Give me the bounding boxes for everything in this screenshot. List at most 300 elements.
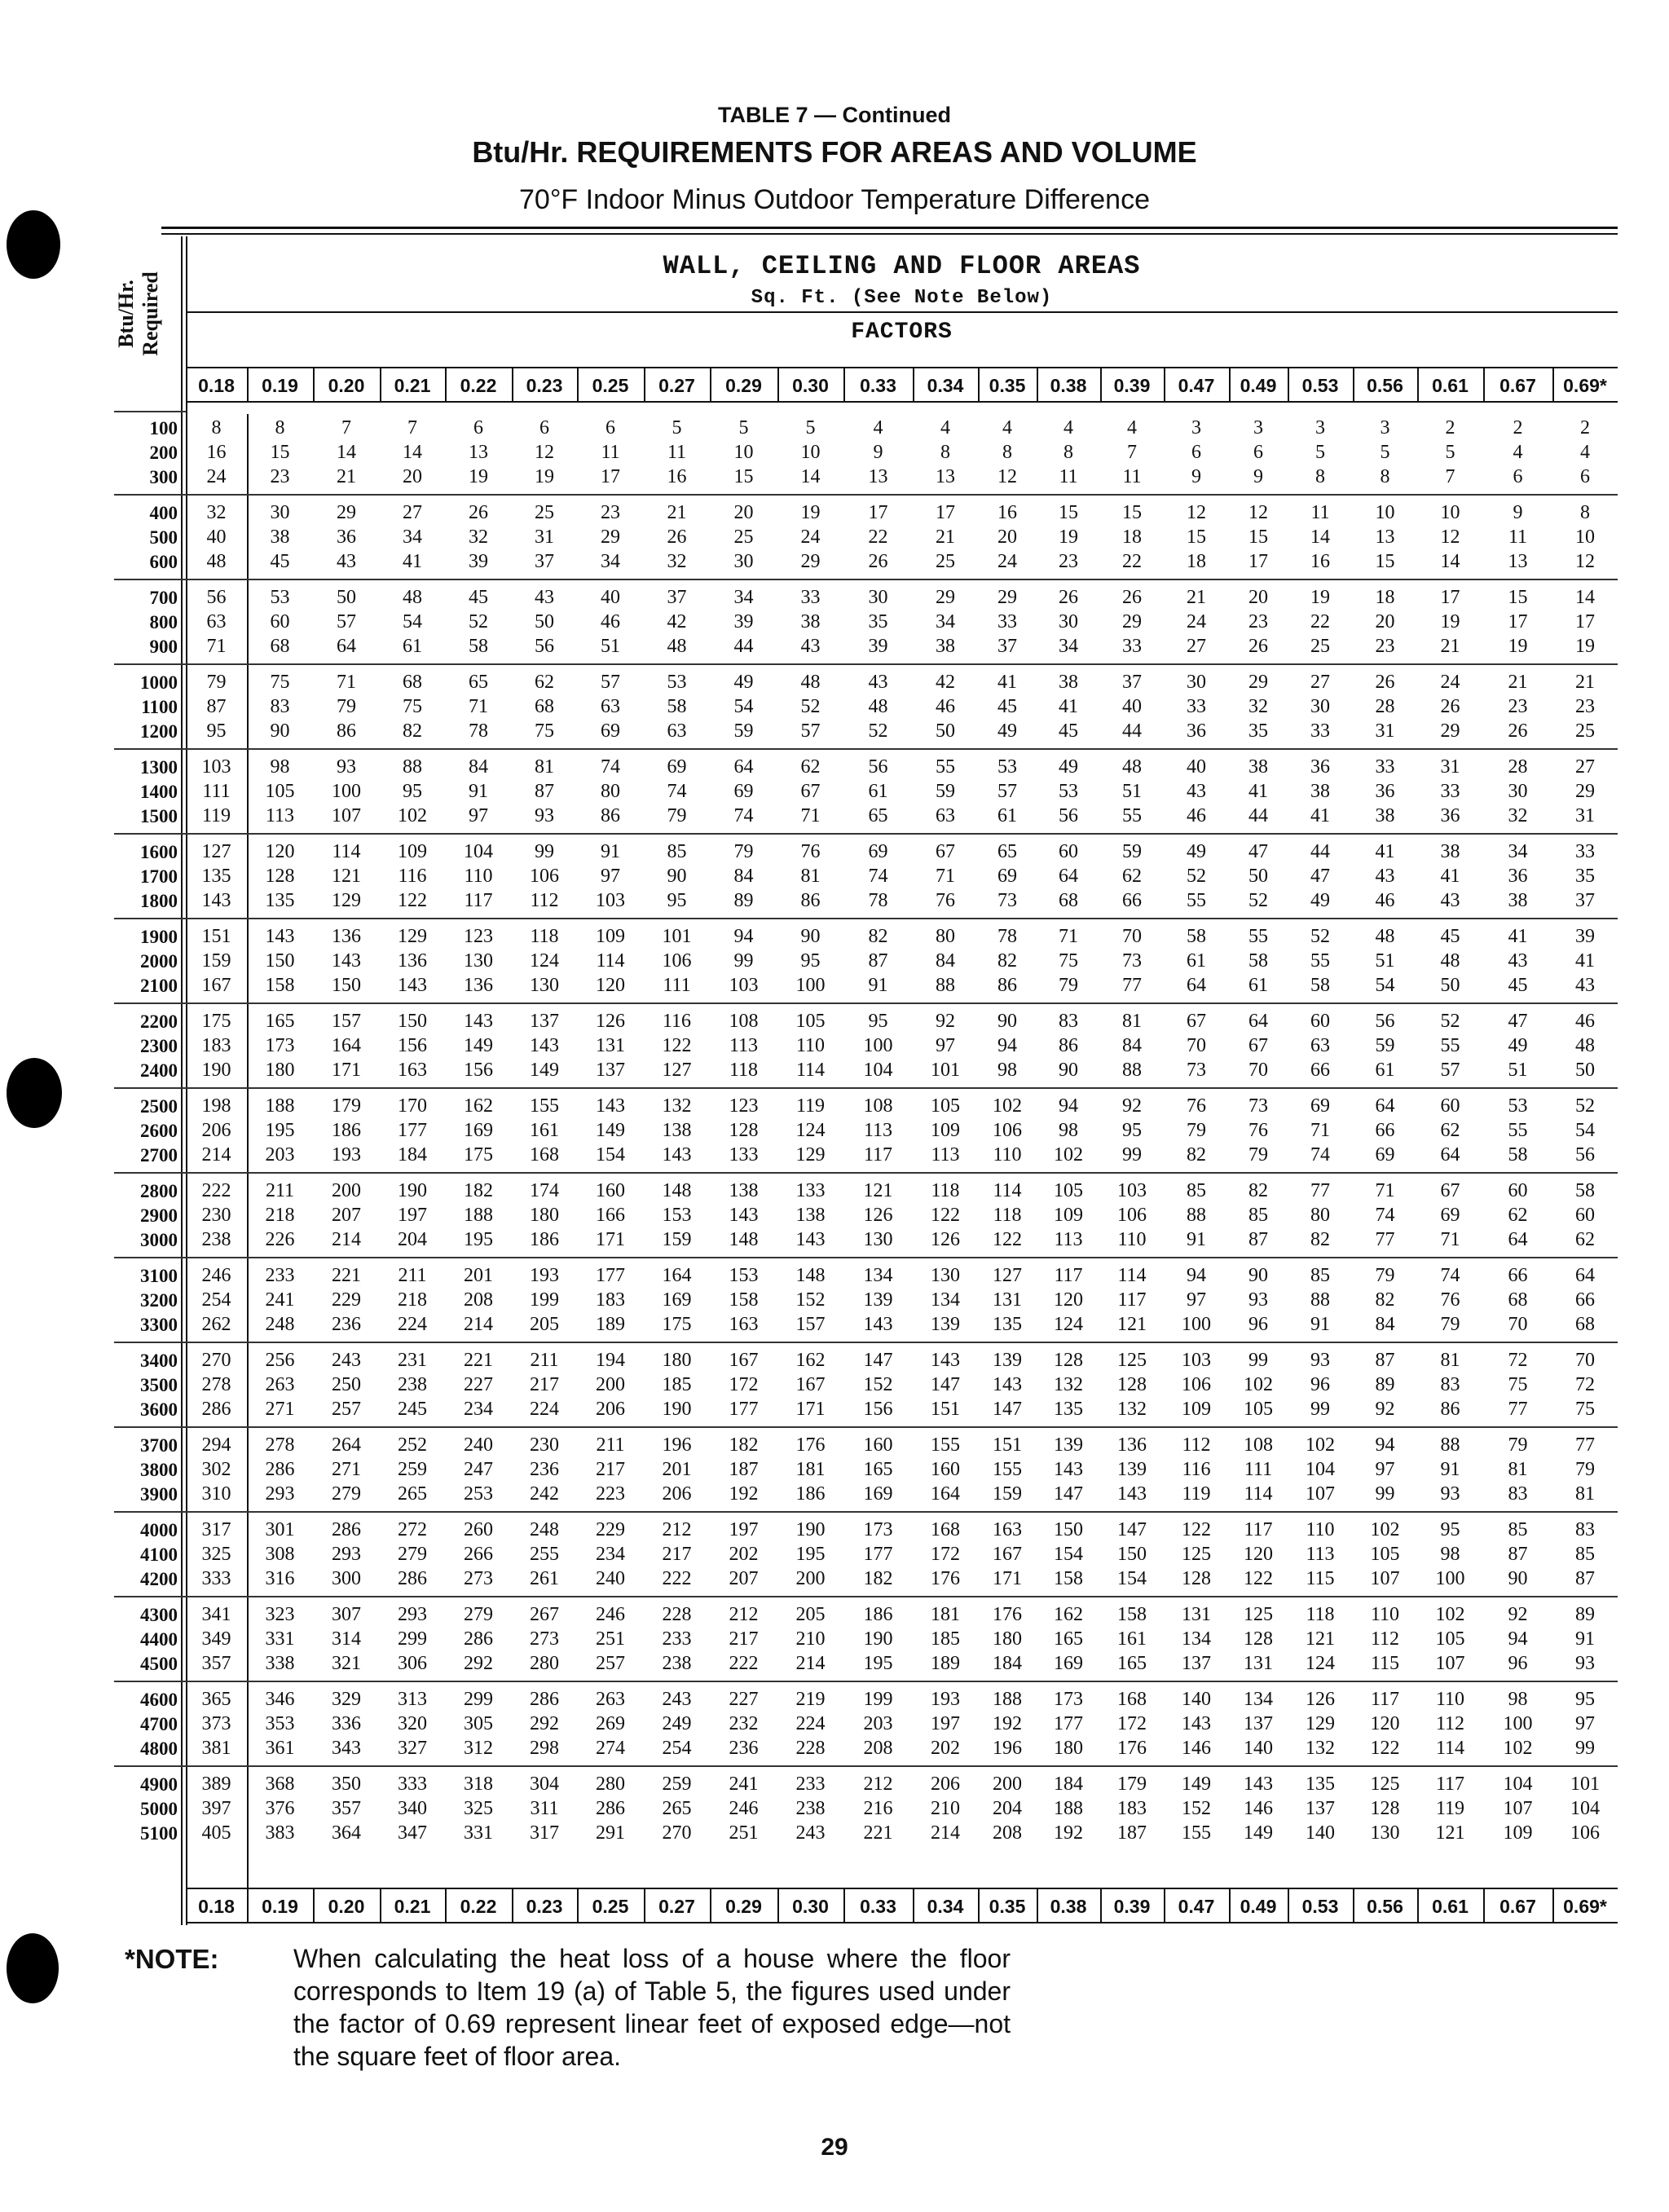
table-cell: 72 xyxy=(1508,1350,1528,1371)
table-cell: 92 xyxy=(1508,1604,1528,1625)
table-cell: 246 xyxy=(729,1798,759,1819)
table-cell: 131 xyxy=(1182,1604,1211,1625)
table-cell: 119 xyxy=(795,1095,826,1117)
table-cell: 64 xyxy=(1375,1095,1395,1117)
table-cell: 96 xyxy=(1310,1374,1330,1395)
table-cell: 52 xyxy=(469,611,488,632)
table-cell: 160 xyxy=(863,1434,893,1456)
top-rule-second xyxy=(161,233,1618,235)
table-cell: 65 xyxy=(469,672,488,693)
table-cell: 82 xyxy=(1187,1144,1206,1165)
table-cell: 147 xyxy=(993,1399,1022,1420)
table-cell: 163 xyxy=(993,1519,1022,1540)
table-cell: 114 xyxy=(1435,1738,1465,1759)
table-cell: 87 xyxy=(1248,1229,1268,1250)
table-cell: 58 xyxy=(667,696,687,717)
table-cell: 125 xyxy=(1117,1350,1147,1371)
table-cell: 37 xyxy=(1122,672,1142,693)
table-cell: 171 xyxy=(332,1060,361,1081)
table-cell: 81 xyxy=(1122,1011,1142,1032)
column-rule-bottom-19 xyxy=(1417,1888,1419,1922)
table-cell: 76 xyxy=(936,890,955,911)
factor-header-5: 0.23 xyxy=(526,375,563,396)
table-cell: 84 xyxy=(469,756,488,778)
table-cell: 58 xyxy=(469,636,488,657)
table-cell: 180 xyxy=(662,1350,692,1371)
table-cell: 376 xyxy=(265,1798,295,1819)
table-cell: 60 xyxy=(1310,1011,1330,1032)
table-cell: 154 xyxy=(1054,1544,1083,1565)
table-cell: 201 xyxy=(662,1459,692,1480)
table-cell: 217 xyxy=(729,1628,759,1650)
factor-header-15: 0.47 xyxy=(1178,375,1215,396)
table-cell: 214 xyxy=(201,1144,231,1165)
table-cell: 79 xyxy=(1187,1120,1206,1141)
column-rule-bottom-13 xyxy=(1037,1888,1038,1922)
table-cell: 71 xyxy=(469,696,488,717)
table-cell: 179 xyxy=(332,1095,361,1117)
table-cell: 270 xyxy=(201,1350,231,1371)
table-cell: 92 xyxy=(936,1011,955,1032)
table-cell: 99 xyxy=(1310,1399,1330,1420)
table-cell: 308 xyxy=(265,1544,295,1565)
table-cell: 21 xyxy=(936,527,955,548)
table-cell: 21 xyxy=(1575,672,1595,693)
table-cell: 69 xyxy=(1310,1095,1330,1117)
table-cell: 12 xyxy=(997,466,1017,487)
table-cell: 14 xyxy=(403,442,422,463)
column-rule-bottom-2 xyxy=(313,1888,315,1922)
table-cell: 159 xyxy=(201,950,231,972)
table-cell: 93 xyxy=(1440,1483,1460,1505)
column-rule-13 xyxy=(1037,367,1038,401)
table-cell: 33 xyxy=(997,611,1017,632)
table-cell: 98 xyxy=(997,1060,1017,1081)
table-cell: 150 xyxy=(398,1011,427,1032)
table-cell: 18 xyxy=(1122,527,1142,548)
table-cell: 26 xyxy=(1122,587,1142,608)
table-cell: 13 xyxy=(868,466,888,487)
section-subheading: Sq. Ft. (See Note Below) xyxy=(751,287,1053,309)
factor-header-21: 0.69* xyxy=(1563,375,1607,396)
table-cell: 14 xyxy=(1310,527,1330,548)
factor-footer-3: 0.21 xyxy=(394,1896,431,1917)
table-cell: 286 xyxy=(265,1459,295,1480)
table-cell: 172 xyxy=(729,1374,759,1395)
table-cell: 91 xyxy=(469,781,488,802)
table-cell: 4 xyxy=(1513,442,1523,463)
table-cell: 62 xyxy=(800,756,821,778)
btu-value: 1900 xyxy=(140,927,178,947)
table-cell: 200 xyxy=(795,1568,826,1589)
table-cell: 251 xyxy=(596,1628,625,1650)
table-cell: 43 xyxy=(1440,890,1460,911)
table-cell: 347 xyxy=(398,1822,427,1844)
table-cell: 19 xyxy=(1310,587,1330,608)
section-heading: WALL, CEILING AND FLOOR AREAS xyxy=(663,251,1141,281)
table-cell: 175 xyxy=(464,1144,493,1165)
table-cell: 17 xyxy=(601,466,620,487)
table-cell: 79 xyxy=(1575,1459,1595,1480)
table-cell: 210 xyxy=(931,1798,960,1819)
table-cell: 52 xyxy=(1187,866,1206,887)
table-cell: 103 xyxy=(201,756,231,778)
table-cell: 73 xyxy=(1248,1095,1268,1117)
table-cell: 5 xyxy=(1380,442,1390,463)
table-cell: 103 xyxy=(596,890,625,911)
table-cell: 321 xyxy=(332,1653,361,1674)
table-cell: 95 xyxy=(403,781,422,802)
table-cell: 234 xyxy=(596,1544,625,1565)
table-cell: 292 xyxy=(464,1653,493,1674)
table-cell: 265 xyxy=(398,1483,427,1505)
table-cell: 190 xyxy=(863,1628,893,1650)
table-cell: 81 xyxy=(535,756,554,778)
table-cell: 44 xyxy=(1122,720,1142,742)
table-cell: 107 xyxy=(1306,1483,1335,1505)
table-cell: 151 xyxy=(201,926,231,947)
table-cell: 229 xyxy=(596,1519,625,1540)
table-cell: 154 xyxy=(1117,1568,1147,1589)
table-cell: 12 xyxy=(1248,502,1268,523)
table-cell: 32 xyxy=(1508,805,1528,826)
table-cell: 5 xyxy=(1315,442,1325,463)
table-cell: 52 xyxy=(868,720,888,742)
table-cell: 221 xyxy=(464,1350,493,1371)
table-cell: 30 xyxy=(1187,672,1206,693)
btu-value: 3200 xyxy=(140,1290,178,1311)
column-rule-bottom-4 xyxy=(445,1888,447,1922)
table-cell: 64 xyxy=(1059,866,1078,887)
note-label: *NOTE: xyxy=(125,1944,219,1974)
table-cell: 3 xyxy=(1253,417,1263,438)
table-cell: 182 xyxy=(464,1180,493,1201)
table-cell: 164 xyxy=(332,1035,361,1056)
table-cell: 57 xyxy=(337,611,356,632)
table-cell: 98 xyxy=(1059,1120,1078,1141)
table-cell: 100 xyxy=(332,781,361,802)
column-rule-16 xyxy=(1229,367,1231,401)
table-cell: 17 xyxy=(1508,611,1528,632)
table-cell: 44 xyxy=(1248,805,1268,826)
table-cell: 121 xyxy=(1435,1822,1465,1844)
table-cell: 136 xyxy=(398,950,427,972)
table-cell: 75 xyxy=(270,672,290,693)
table-cell: 121 xyxy=(1117,1314,1147,1335)
table-cell: 143 xyxy=(1244,1774,1273,1795)
table-cell: 10 xyxy=(1440,502,1460,523)
table-cell: 190 xyxy=(201,1060,231,1081)
table-cell: 48 xyxy=(403,587,422,608)
table-cell: 91 xyxy=(1440,1459,1460,1480)
group-separator-2 xyxy=(114,579,1618,580)
table-cell: 26 xyxy=(469,502,488,523)
column-rule-20 xyxy=(1483,367,1485,401)
table-cell: 41 xyxy=(997,672,1017,693)
table-cell: 122 xyxy=(1370,1738,1400,1759)
table-cell: 77 xyxy=(1508,1399,1528,1420)
table-cell: 69 xyxy=(601,720,620,742)
table-cell: 117 xyxy=(1117,1289,1147,1311)
table-cell: 82 xyxy=(1310,1229,1330,1250)
table-cell: 180 xyxy=(265,1060,295,1081)
table-cell: 91 xyxy=(1187,1229,1206,1250)
table-cell: 260 xyxy=(464,1519,493,1540)
table-cell: 143 xyxy=(332,950,361,972)
table-cell: 79 xyxy=(733,841,754,862)
table-cell: 212 xyxy=(662,1519,692,1540)
table-cell: 49 xyxy=(997,720,1017,742)
table-cell: 89 xyxy=(1375,1374,1395,1395)
btu-value: 4900 xyxy=(140,1774,178,1795)
table-cell: 60 xyxy=(1440,1095,1460,1117)
table-cell: 192 xyxy=(729,1483,759,1505)
table-cell: 247 xyxy=(464,1459,493,1480)
table-cell: 39 xyxy=(469,551,488,572)
table-cell: 138 xyxy=(662,1120,692,1141)
table-cell: 92 xyxy=(1375,1399,1395,1420)
table-cell: 134 xyxy=(931,1289,960,1311)
btu-value: 500 xyxy=(149,527,178,548)
table-cell: 112 xyxy=(1182,1434,1211,1456)
table-cell: 61 xyxy=(868,781,888,802)
table-cell: 219 xyxy=(795,1689,826,1710)
table-cell: 95 xyxy=(800,950,821,972)
table-cell: 140 xyxy=(1244,1738,1273,1759)
table-cell: 7 xyxy=(341,417,351,438)
table-cell: 111 xyxy=(663,975,691,996)
table-cell: 257 xyxy=(596,1653,625,1674)
table-cell: 152 xyxy=(1182,1798,1211,1819)
factor-footer-17: 0.53 xyxy=(1301,1896,1339,1917)
table-cell: 37 xyxy=(1575,890,1595,911)
factor-header-0: 0.18 xyxy=(198,375,235,396)
table-cell: 177 xyxy=(398,1120,427,1141)
table-cell: 4 xyxy=(873,417,883,438)
group-separator-8 xyxy=(114,1087,1618,1089)
table-cell: 286 xyxy=(398,1568,427,1589)
column-rule-bottom-15 xyxy=(1164,1888,1165,1922)
table-cell: 137 xyxy=(530,1011,559,1032)
table-cell: 86 xyxy=(1440,1399,1460,1420)
table-cell: 74 xyxy=(601,756,620,778)
table-cell: 171 xyxy=(596,1229,625,1250)
table-cell: 158 xyxy=(729,1289,759,1311)
table-cell: 104 xyxy=(464,841,493,862)
table-cell: 10 xyxy=(1375,502,1395,523)
table-cell: 58 xyxy=(1310,975,1330,996)
table-cell: 368 xyxy=(265,1774,295,1795)
table-cell: 108 xyxy=(1244,1434,1273,1456)
table-cell: 152 xyxy=(863,1374,893,1395)
table-cell: 307 xyxy=(332,1604,361,1625)
table-cell: 114 xyxy=(993,1180,1022,1201)
group-separator-4 xyxy=(114,748,1618,750)
table-cell: 131 xyxy=(993,1289,1022,1311)
table-cell: 143 xyxy=(464,1011,493,1032)
table-cell: 15 xyxy=(733,466,754,487)
table-number: TABLE 7 — Continued xyxy=(718,103,951,127)
table-cell: 82 xyxy=(403,720,422,742)
table-cell: 224 xyxy=(530,1399,559,1420)
table-cell: 19 xyxy=(1575,636,1595,657)
table-cell: 20 xyxy=(997,527,1017,548)
table-cell: 110 xyxy=(1117,1229,1147,1250)
table-cell: 119 xyxy=(1435,1798,1465,1819)
table-cell: 212 xyxy=(863,1774,893,1795)
table-cell: 74 xyxy=(868,866,888,887)
table-cell: 240 xyxy=(596,1568,625,1589)
column-rule-15 xyxy=(1164,367,1165,401)
table-cell: 108 xyxy=(729,1011,759,1032)
table-cell: 11 xyxy=(667,442,687,463)
table-cell: 69 xyxy=(667,756,687,778)
table-cell: 74 xyxy=(1310,1144,1330,1165)
table-cell: 69 xyxy=(997,866,1017,887)
table-cell: 73 xyxy=(1122,950,1142,972)
table-cell: 63 xyxy=(1310,1035,1330,1056)
table-cell: 29 xyxy=(1440,720,1460,742)
table-cell: 199 xyxy=(863,1689,893,1710)
table-cell: 126 xyxy=(1306,1689,1335,1710)
table-cell: 197 xyxy=(729,1519,759,1540)
table-cell: 38 xyxy=(936,636,955,657)
table-cell: 69 xyxy=(868,841,888,862)
table-cell: 180 xyxy=(993,1628,1022,1650)
table-cell: 88 xyxy=(1310,1289,1330,1311)
table-cell: 46 xyxy=(1575,1011,1595,1032)
table-cell: 22 xyxy=(1310,611,1330,632)
table-cell: 121 xyxy=(332,866,361,887)
table-cell: 67 xyxy=(1440,1180,1460,1201)
factor-header-11: 0.34 xyxy=(927,375,964,396)
table-cell: 55 xyxy=(936,756,955,778)
table-cell: 193 xyxy=(530,1265,559,1286)
table-cell: 149 xyxy=(464,1035,493,1056)
factor-header-1: 0.19 xyxy=(262,375,298,396)
table-cell: 153 xyxy=(662,1205,692,1226)
table-cell: 32 xyxy=(1248,696,1268,717)
table-cell: 62 xyxy=(1122,866,1142,887)
table-cell: 54 xyxy=(733,696,754,717)
table-cell: 232 xyxy=(729,1713,759,1734)
table-cell: 320 xyxy=(398,1713,427,1734)
factor-header-8: 0.29 xyxy=(725,375,762,396)
table-cell: 27 xyxy=(1575,756,1595,778)
table-cell: 6 xyxy=(1191,442,1201,463)
table-cell: 4 xyxy=(1127,417,1137,438)
table-cell: 65 xyxy=(997,841,1017,862)
table-cell: 61 xyxy=(1375,1060,1395,1081)
table-cell: 173 xyxy=(863,1519,893,1540)
table-cell: 132 xyxy=(662,1095,692,1117)
table-cell: 104 xyxy=(1570,1798,1600,1819)
table-cell: 50 xyxy=(1248,866,1268,887)
table-cell: 230 xyxy=(530,1434,559,1456)
btu-value: 4500 xyxy=(140,1654,178,1674)
table-cell: 365 xyxy=(201,1689,231,1710)
table-cell: 2 xyxy=(1445,417,1455,438)
table-cell: 56 xyxy=(1375,1011,1395,1032)
table-cell: 222 xyxy=(662,1568,692,1589)
table-cell: 314 xyxy=(332,1628,361,1650)
table-cell: 109 xyxy=(931,1120,960,1141)
table-cell: 301 xyxy=(265,1519,295,1540)
table-cell: 67 xyxy=(1187,1011,1206,1032)
table-cell: 88 xyxy=(403,756,422,778)
table-cell: 20 xyxy=(1248,587,1268,608)
table-cell: 311 xyxy=(530,1798,559,1819)
table-cell: 222 xyxy=(201,1180,231,1201)
table-cell: 53 xyxy=(667,672,687,693)
table-cell: 19 xyxy=(1440,611,1460,632)
table-cell: 102 xyxy=(398,805,427,826)
table-cell: 207 xyxy=(332,1205,361,1226)
table-cell: 313 xyxy=(398,1689,427,1710)
table-cell: 280 xyxy=(596,1774,625,1795)
btu-value: 3500 xyxy=(140,1375,178,1395)
table-cell: 83 xyxy=(1508,1483,1528,1505)
factor-header-13: 0.38 xyxy=(1050,375,1087,396)
table-cell: 87 xyxy=(1575,1568,1595,1589)
table-cell: 21 xyxy=(337,466,356,487)
table-cell: 148 xyxy=(662,1180,692,1201)
column-rule-11 xyxy=(913,367,914,401)
table-cell: 316 xyxy=(265,1568,295,1589)
column-rule-bottom-12 xyxy=(978,1888,980,1922)
table-cell: 46 xyxy=(601,611,620,632)
table-cell: 41 xyxy=(1248,781,1268,802)
table-cell: 254 xyxy=(201,1289,231,1311)
table-cell: 205 xyxy=(795,1604,826,1625)
table-cell: 99 xyxy=(1575,1738,1595,1759)
btu-value: 3300 xyxy=(140,1315,178,1335)
table-cell: 143 xyxy=(265,926,295,947)
table-cell: 33 xyxy=(800,587,821,608)
table-cell: 58 xyxy=(1187,926,1206,947)
table-cell: 217 xyxy=(662,1544,692,1565)
table-cell: 224 xyxy=(795,1713,826,1734)
table-cell: 143 xyxy=(398,975,427,996)
table-cell: 48 xyxy=(1375,926,1395,947)
table-cell: 23 xyxy=(1375,636,1395,657)
table-cell: 78 xyxy=(469,720,488,742)
table-cell: 128 xyxy=(729,1120,759,1141)
table-cell: 95 xyxy=(1122,1120,1142,1141)
table-cell: 120 xyxy=(1244,1544,1273,1565)
table-cell: 233 xyxy=(795,1774,826,1795)
table-cell: 50 xyxy=(1575,1060,1595,1081)
table-cell: 80 xyxy=(1310,1205,1330,1226)
table-cell: 2 xyxy=(1580,417,1590,438)
table-cell: 62 xyxy=(1508,1205,1528,1226)
table-cell: 136 xyxy=(1117,1434,1147,1456)
table-cell: 116 xyxy=(662,1011,692,1032)
table-cell: 217 xyxy=(596,1459,625,1480)
table-cell: 104 xyxy=(1306,1459,1335,1480)
table-cell: 99 xyxy=(1122,1144,1142,1165)
table-cell: 203 xyxy=(265,1144,295,1165)
table-cell: 373 xyxy=(201,1713,231,1734)
btu-value: 4000 xyxy=(140,1520,178,1540)
table-cell: 75 xyxy=(1508,1374,1528,1395)
table-cell: 29 xyxy=(601,527,620,548)
table-cell: 2 xyxy=(1513,417,1523,438)
table-cell: 210 xyxy=(795,1628,826,1650)
table-cell: 122 xyxy=(1244,1568,1273,1589)
table-cell: 117 xyxy=(1435,1774,1465,1795)
table-cell: 48 xyxy=(206,551,227,572)
